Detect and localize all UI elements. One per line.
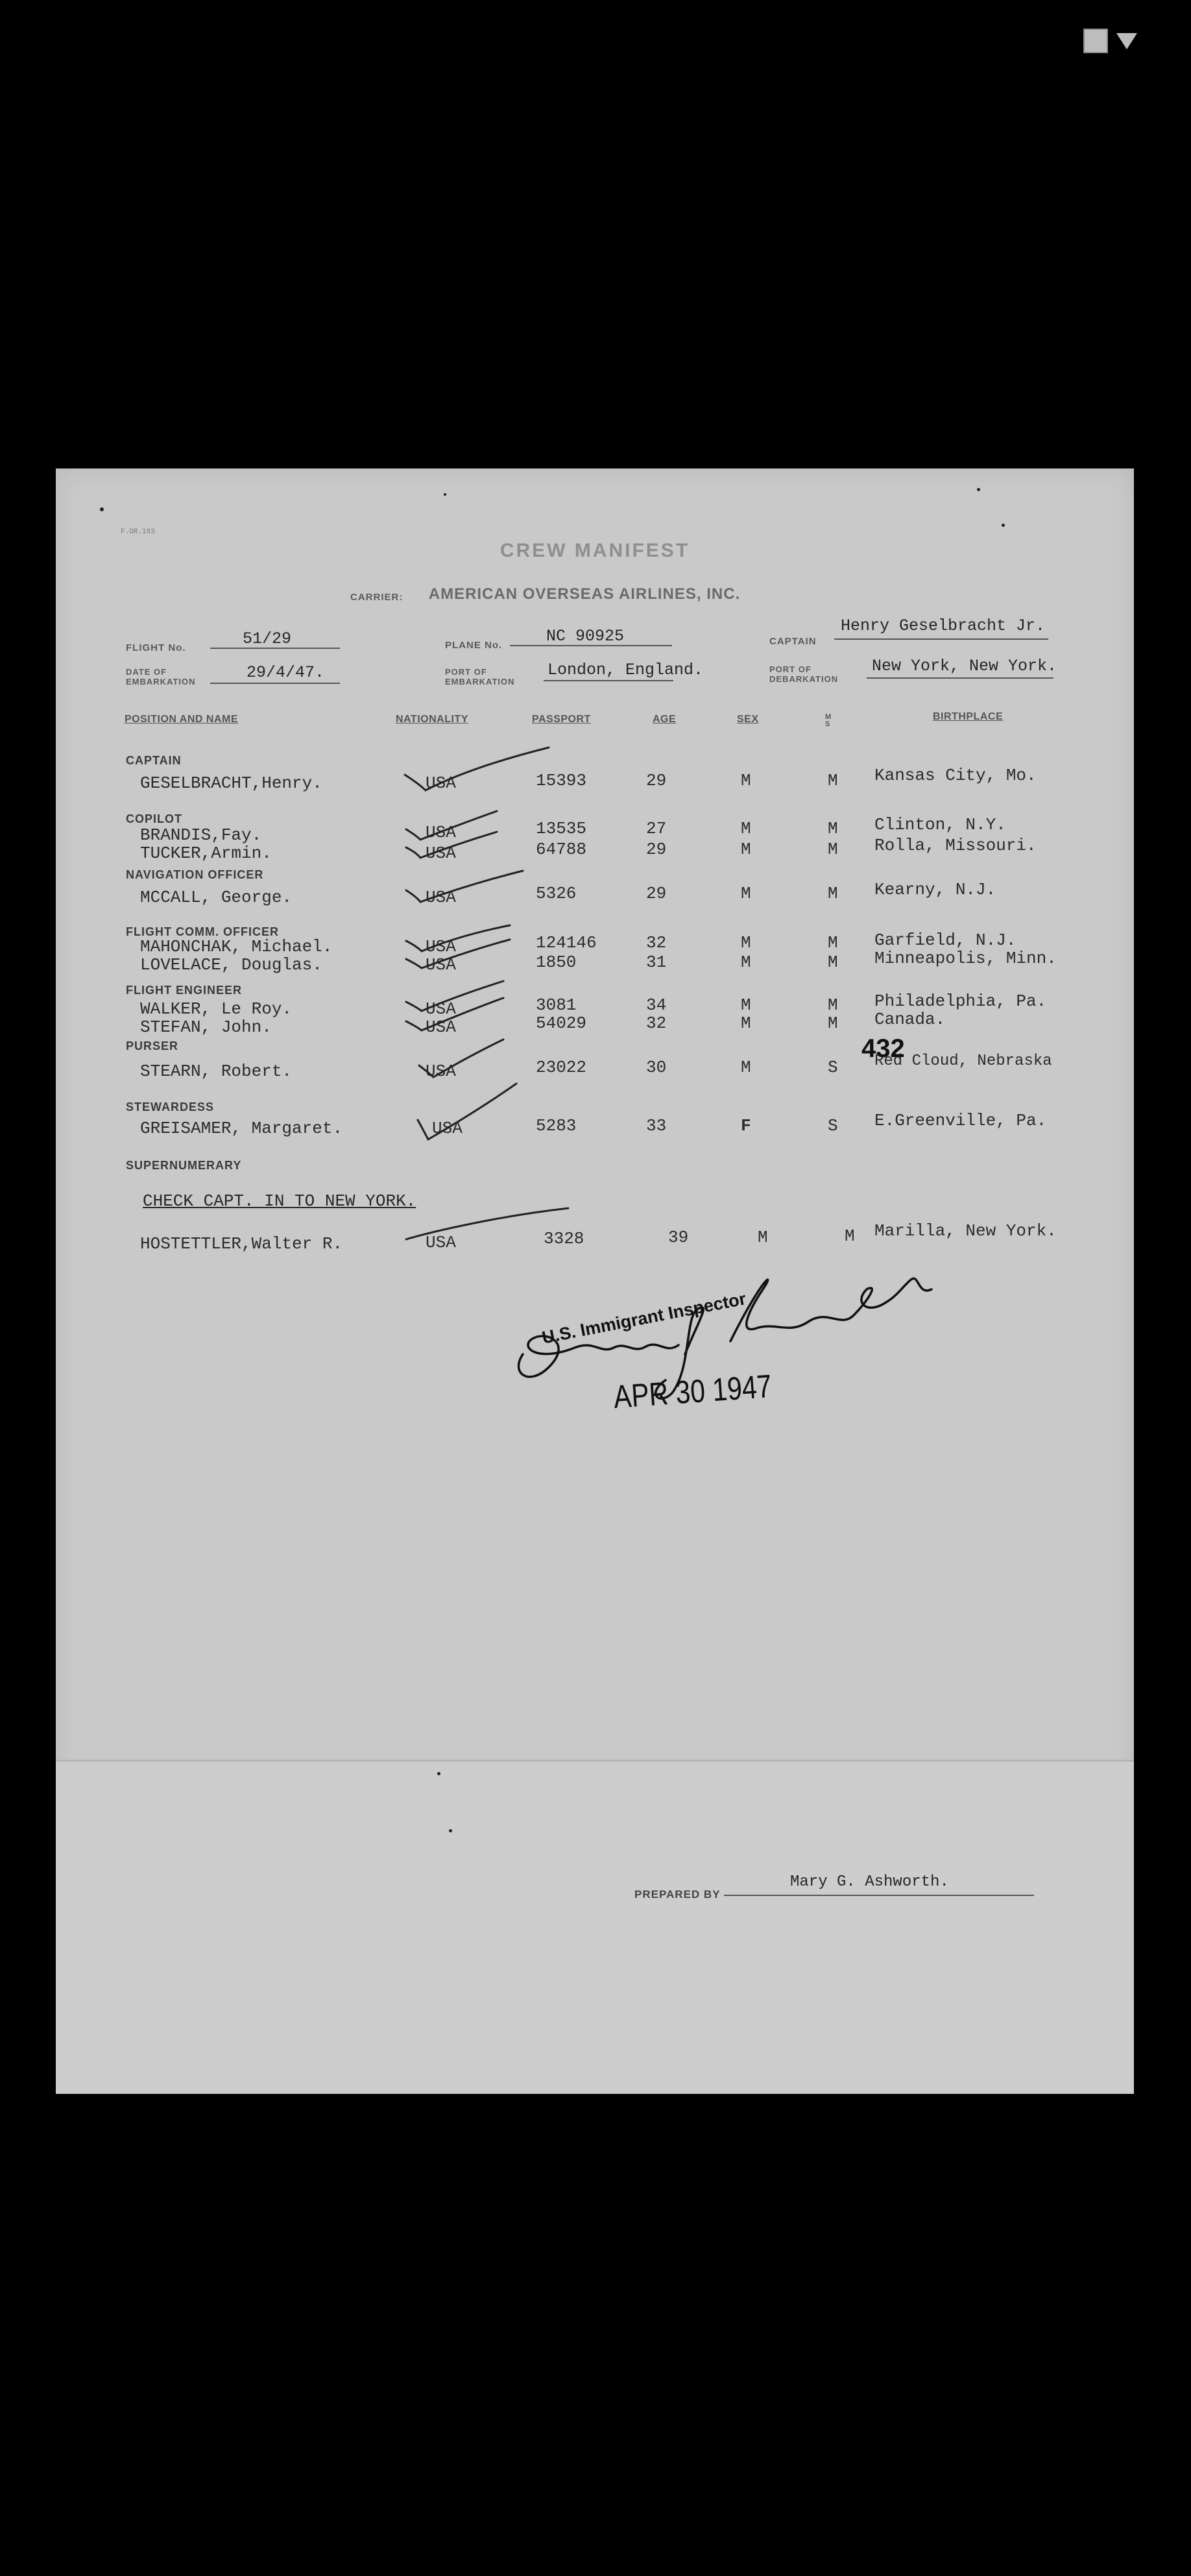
crew-sex: M [741, 884, 751, 903]
crew-age: 29 [646, 771, 667, 790]
crew-marital: M [828, 1014, 838, 1033]
crew-sex: M [741, 1058, 751, 1077]
crew-name: WALKER, Le Roy. [140, 999, 293, 1019]
crew-passport: 1850 [536, 953, 577, 972]
crew-name: TUCKER,Armin. [140, 844, 272, 863]
crew-birthplace: Marilla, New York. [874, 1221, 1057, 1241]
crew-birthplace: Garfield, N.J. [874, 930, 1017, 950]
prepared-by-name: Mary G. Ashworth. [790, 1873, 949, 1891]
crew-name: MAHONCHAK, Michael. [140, 937, 333, 956]
section-stewardess: STEWARDESS [126, 1100, 215, 1113]
port-of-debarkation: New York, New York. [872, 657, 1057, 675]
crew-age: 27 [646, 819, 667, 838]
crew-passport: 3081 [536, 995, 577, 1015]
crew-marital: M [828, 771, 838, 790]
column-sex: SEX [737, 714, 759, 725]
crew-nationality: USA [426, 1062, 456, 1081]
crew-nationality: USA [426, 955, 456, 975]
crew-age: 29 [646, 840, 667, 859]
flight-label: FLIGHT No. [126, 642, 186, 653]
dropdown-arrow-icon[interactable] [1114, 29, 1139, 53]
crew-nationality: USA [426, 1233, 456, 1252]
crew-marital: M [828, 819, 838, 838]
crew-birthplace: Kearny, N.J. [874, 880, 996, 899]
column-nationality: NATIONALITY [396, 714, 468, 725]
inspection-date: APR 30 1947 [612, 1368, 773, 1415]
crew-sex: M [741, 1014, 751, 1033]
crew-name: STEFAN, John. [140, 1017, 272, 1037]
crew-name: HOSTETTLER,Walter R. [140, 1234, 343, 1254]
port-debarkation-label: PORT OF DEBARKATION [769, 664, 839, 684]
prepared-by-underline [724, 1895, 1034, 1896]
crew-nationality: USA [432, 1119, 463, 1138]
port-embarkation-label: PORT OF EMBARKATION [445, 667, 515, 687]
crew-passport: 3328 [544, 1229, 584, 1248]
crew-name: GESELBRACHT,Henry. [140, 773, 322, 793]
crew-passport: 64788 [536, 840, 587, 859]
crew-age: 32 [646, 933, 667, 953]
crew-passport: 5326 [536, 884, 577, 903]
section-flight-comm: FLIGHT COMM. OFFICER [126, 925, 279, 938]
prepared-by-label: PREPARED BY [634, 1888, 721, 1901]
paper-speck [977, 488, 980, 491]
section-navigation: NAVIGATION OFFICER [126, 868, 264, 881]
crew-name: LOVELACE, Douglas. [140, 955, 322, 975]
captain-underline [834, 638, 1048, 640]
date-underline [210, 683, 340, 684]
captain-label: CAPTAIN [769, 636, 817, 647]
crew-passport: 13535 [536, 819, 587, 838]
crew-marital: M [828, 995, 838, 1015]
crew-sex: M [741, 933, 751, 953]
port-embarkation-underline [544, 680, 673, 681]
crew-birthplace: Minneapolis, Minn. [874, 949, 1057, 968]
section-captain: CAPTAIN [126, 754, 182, 767]
embarkation-date: 29/4/47. [247, 663, 325, 682]
paper-speck [444, 493, 446, 496]
plane-underline [510, 645, 672, 646]
crew-sex: M [758, 1228, 768, 1247]
crew-nationality: USA [426, 773, 456, 793]
form-number: F.OR.183 [121, 528, 155, 536]
section-flight-engineer: FLIGHT ENGINEER [126, 984, 243, 997]
crew-passport: 15393 [536, 771, 587, 790]
crew-sex: M [741, 819, 751, 838]
page-thumbnail-button[interactable] [1083, 29, 1108, 53]
crew-name: GREISAMER, Margaret. [140, 1119, 343, 1138]
flight-underline [210, 648, 340, 649]
crew-marital: M [828, 840, 838, 859]
crew-birthplace: Canada. [874, 1010, 946, 1029]
paper-speck [1002, 524, 1005, 527]
column-marital: M S [825, 713, 832, 728]
crew-name: BRANDIS,Fay. [140, 825, 262, 845]
viewer-toolbar [1083, 29, 1139, 53]
crew-passport: 124146 [536, 933, 597, 953]
port-debarkation-underline [867, 677, 1053, 679]
crew-marital: S [828, 1058, 838, 1077]
crew-birthplace: E.Greenville, Pa. [874, 1111, 1047, 1130]
manifest-page [56, 468, 1134, 2092]
crew-nationality: USA [426, 844, 456, 863]
captain-name: Henry Geselbracht Jr. [841, 616, 1046, 635]
crew-birthplace: Kansas City, Mo. [874, 766, 1037, 785]
crew-marital: S [828, 1116, 838, 1136]
crew-passport: 23022 [536, 1058, 587, 1077]
crew-name: MCCALL, George. [140, 888, 293, 907]
section-supernumerary: SUPERNUMERARY [126, 1159, 242, 1172]
crew-passport: 5283 [536, 1116, 577, 1136]
paper-speck [100, 507, 104, 511]
crew-birthplace: Red Cloud, Nebraska [874, 1052, 1052, 1070]
column-birthplace: BIRTHPLACE [933, 711, 1004, 722]
page-title: CREW MANIFEST [499, 540, 690, 561]
crew-birthplace: Clinton, N.Y. [874, 815, 1006, 834]
crew-birthplace: Philadelphia, Pa. [874, 991, 1047, 1011]
plane-label: PLANE No. [445, 640, 503, 651]
crew-marital: M [845, 1226, 855, 1246]
crew-sex: M [741, 995, 751, 1015]
date-label: DATE OF EMBARKATION [126, 667, 196, 687]
column-passport: PASSPORT [532, 714, 591, 725]
crew-marital: M [828, 884, 838, 903]
crew-birthplace: Rolla, Missouri. [874, 836, 1037, 855]
paper-speck [437, 1772, 440, 1775]
crew-age: 32 [646, 1014, 667, 1033]
crew-age: 33 [646, 1116, 667, 1136]
port-of-embarkation: London, England. [547, 661, 704, 679]
flight-number: 51/29 [243, 629, 292, 648]
crew-sex: F [741, 1116, 751, 1136]
crew-age: 30 [646, 1058, 667, 1077]
plane-number: NC 90925 [546, 627, 625, 646]
crew-age: 31 [646, 953, 667, 972]
crew-name: STEARN, Robert. [140, 1062, 293, 1081]
crew-nationality: USA [426, 937, 456, 956]
crew-sex: M [741, 840, 751, 859]
column-position: POSITION AND NAME [125, 714, 239, 725]
crew-nationality: USA [426, 888, 456, 907]
crew-age: 39 [668, 1228, 689, 1247]
crew-nationality: USA [426, 1017, 456, 1037]
carrier-name: AMERICAN OVERSEAS AIRLINES, INC. [428, 585, 741, 603]
lower-fold [56, 1760, 1134, 2094]
crew-age: 34 [646, 995, 667, 1015]
check-note: CHECK CAPT. IN TO NEW YORK. [143, 1191, 416, 1211]
section-purser: PURSER [126, 1039, 179, 1052]
stamp-number: 432 [861, 1034, 905, 1063]
crew-passport: 54029 [536, 1014, 587, 1033]
crew-nationality: USA [426, 999, 456, 1019]
crew-nationality: USA [426, 823, 456, 842]
column-age: AGE [653, 714, 677, 725]
crew-sex: M [741, 771, 751, 790]
crew-marital: M [828, 953, 838, 972]
paper-speck [449, 1829, 452, 1832]
carrier-label: CARRIER: [350, 592, 403, 603]
crew-age: 29 [646, 884, 667, 903]
inspector-title: U.S. Immigrant Inspector [540, 1289, 748, 1348]
crew-marital: M [828, 933, 838, 953]
section-copilot: COPILOT [126, 812, 182, 825]
crew-sex: M [741, 953, 751, 972]
